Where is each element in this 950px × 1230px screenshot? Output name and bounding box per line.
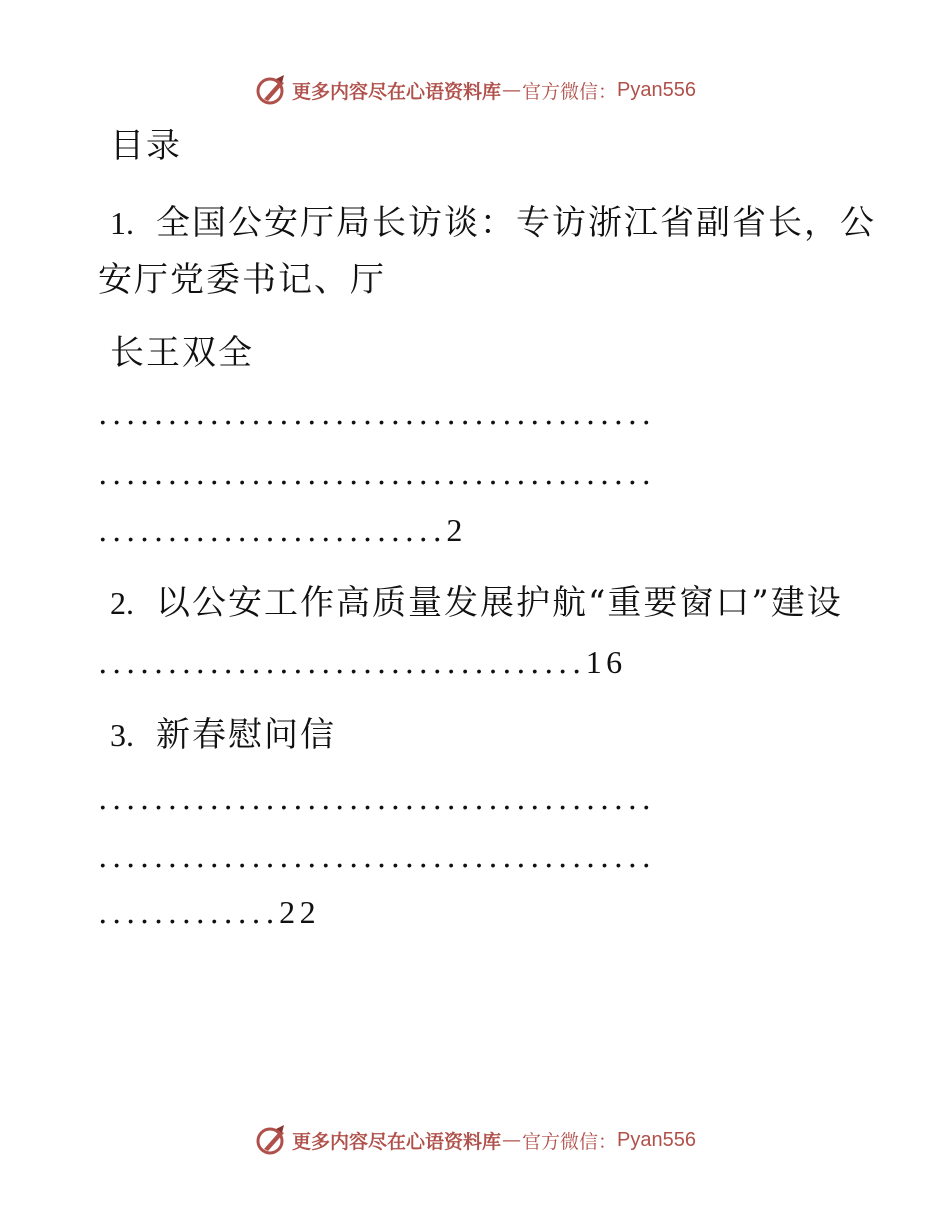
toc-entry-2-leader-1: ...................................16 [98, 644, 627, 681]
toc-entry-3-leader-2: ........................................ [98, 840, 656, 875]
toc-entry-1-leader-3: .........................2 [98, 512, 467, 549]
header-watermark-banner [0, 70, 950, 110]
banner-text: 更多内容尽在心语资料库 [292, 80, 502, 103]
banner-wechat-label: 官方微信： [522, 80, 618, 103]
banner-dash: — [502, 1129, 522, 1151]
toc-entry-number: 1. [110, 205, 134, 241]
toc-entry-title: 新春慰问信 [156, 715, 336, 755]
toc-title: 目录 [110, 126, 182, 166]
footer-watermark-banner [0, 1120, 950, 1160]
banner-wechat-id: Pyan556 [617, 78, 696, 101]
toc-entry-1-leader-1: ........................................ [98, 397, 656, 432]
banner-wechat-label: 官方微信： [522, 1130, 618, 1153]
banner-text: 更多内容尽在心语资料库 [292, 1130, 502, 1153]
toc-entry-1-line-3: 长王双全 [110, 333, 254, 373]
pen-logo-icon [254, 73, 288, 107]
toc-entry-number: 3. [110, 717, 134, 753]
toc-entry-1-line-1[interactable] [110, 203, 876, 243]
toc-entry-number: 2. [110, 585, 134, 621]
toc-entry-1-line-2: 安厅党委书记、厅 [98, 260, 386, 300]
toc-entry-2-line-1[interactable] [110, 583, 843, 623]
toc-entry-3-leader-3: .............22 [98, 894, 320, 931]
toc-entry-title: 全国公安厅局长访谈：专访浙江省副省长，公 [156, 203, 876, 243]
toc-entry-3-line-1[interactable] [110, 715, 336, 755]
banner-wechat-id: Pyan556 [617, 1128, 696, 1151]
pen-logo-icon [254, 1123, 288, 1157]
toc-entry-page: 22 [279, 894, 320, 930]
toc-entry-page: 16 [585, 644, 627, 680]
toc-entry-1-leader-2: ........................................ [98, 457, 656, 492]
toc-entry-title: 以公安工作高质量发展护航“重要窗口”建设 [156, 583, 843, 623]
toc-entry-3-leader-1: ........................................ [98, 782, 656, 817]
toc-entry-page: 2 [446, 512, 467, 548]
banner-dash: — [502, 79, 522, 101]
